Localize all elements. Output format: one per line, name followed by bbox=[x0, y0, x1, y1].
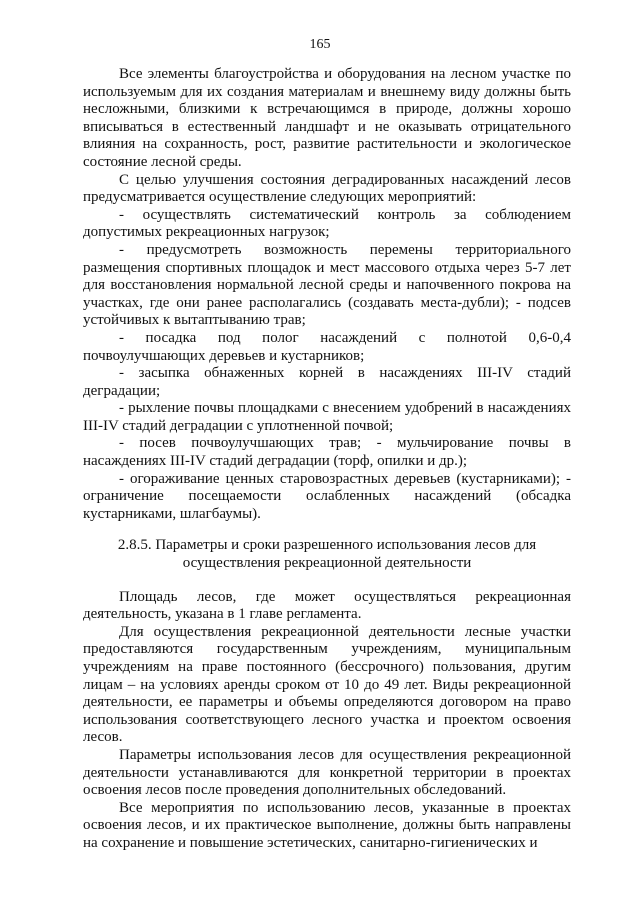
list-item-loosening: - рыхление почвы площадками с внесением удобрений в насаждениях III-IV стадий деградации с уплотненной почвой; bbox=[83, 400, 571, 434]
paragraph-measures-intro: С целью улучшения состояния деградированных насаждений лесов предусматривается осуществление следующих мероприятий: bbox=[83, 171, 571, 206]
paragraph-area: Площадь лесов, где может осуществляться рекреационная деятельность, указана в 1 главе регламента. bbox=[83, 588, 571, 623]
page-number: 165 bbox=[309, 37, 331, 52]
paragraph-landscaping: Все элементы благоустройства и оборудования на лесном участке по используемым для их создания материалам и внешнему виду должны быть несложными, близкими к встречающимся в природе, должны хорошо вписываться в естественный ландшафт и не оказывать отрицательного влияния на сохранность, рост, развитие растительности и экологическое состояние лесной среды. bbox=[83, 66, 571, 170]
list-item-roots: - засыпка обнаженных корней в насаждениях III-IV стадий деградации; bbox=[83, 365, 571, 399]
section-heading-line1: 2.8.5. Параметры и сроки разрешенного использования лесов для bbox=[117, 537, 537, 554]
page-body bbox=[83, 66, 571, 853]
section-heading-line2: осуществления рекреационной деятельности bbox=[182, 555, 472, 572]
list-item-fencing: - огораживание ценных старовозрастных деревьев (кустарниками); - ограничение посещаемости ослабленных насаждений (обсадка кустарниками, шлагбаумы). bbox=[83, 470, 571, 522]
list-item-relocation: - предусмотреть возможность перемены территориального размещения спортивных площадок и мест массового отдыха через 5-7 лет для восстановления нормальной лесной среды и напочвенного покрова на участках, где они ранее располагались (создавать места-дубли); - подсев устойчивых к вытаптыванию трав; bbox=[83, 241, 571, 329]
paragraph-provision: Для осуществления рекреационной деятельности лесные участки предоставляются государственным учреждениям, муниципальным учреждениям на праве постоянного (бессрочного) пользования, другим лицам – на условиях аренды сроком от 10 до 49 лет. Виды рекреационной деятельности, ее параметры и объемы определяются договором на право использования соответствующего лесного участка и проектом освоения лесов. bbox=[83, 623, 571, 746]
paragraph-all-measures: Все мероприятия по использованию лесов, указанные в проектах освоения лесов, и их практическое выполнение, должны быть направлены на сохранение и повышение эстетических, санитарно-гигиенических и bbox=[83, 799, 571, 851]
paragraph-parameters: Параметры использования лесов для осуществления рекреационной деятельности устанавливаются для конкретной территории в проектах освоения лесов после проведения дополнительных обследований. bbox=[83, 746, 571, 799]
list-item-sowing: - посев почвоулучшающих трав; - мульчирование почвы в насаждениях III-IV стадий деградации (торф, опилки и др.); bbox=[83, 435, 571, 470]
list-item-planting: - посадка под полог насаждений с полнотой 0,6-0,4 почвоулучшающих деревьев и кустарников; bbox=[83, 329, 571, 364]
section-heading bbox=[83, 537, 571, 572]
list-item-control: - осуществлять систематический контроль за соблюдением допустимых рекреационных нагрузок; bbox=[83, 206, 571, 241]
